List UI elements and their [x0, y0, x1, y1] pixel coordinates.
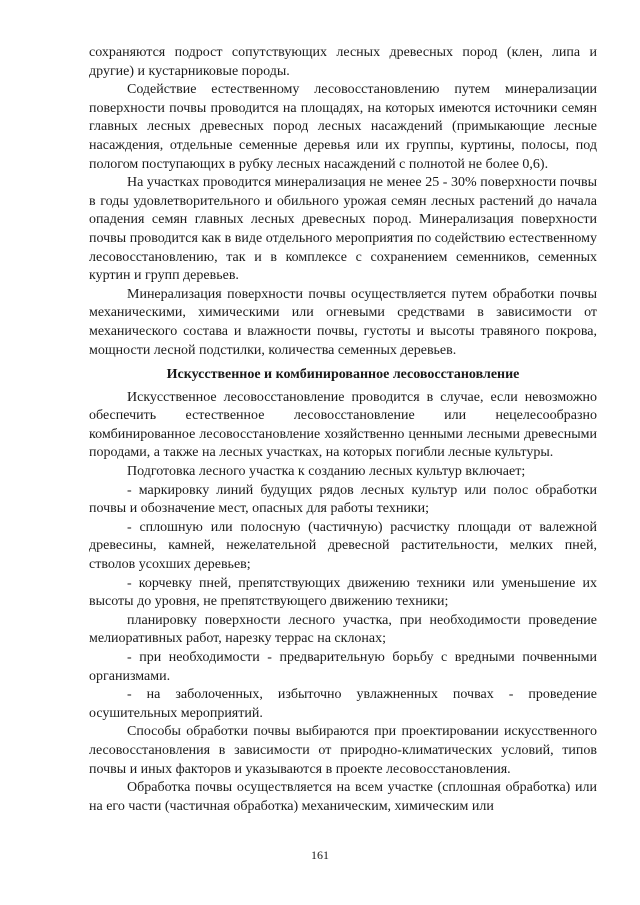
paragraph: сохраняются подрост сопутствующих лесных древесных пород (клен, липа и другие) и кустарниковые породы.: [89, 45, 597, 79]
list-item: - маркировку линий будущих рядов лесных культур или полос обработки почвы и обозначение мест, опасных для работы техники;: [89, 482, 597, 517]
page-number: 161: [311, 848, 329, 862]
paragraph: Искусственное лесовосстановление проводится в случае, если невозможно обеспечить естественное лесовосстановление или нецелесообразно комбинированное лесовосстановление хозяйственно ценными лесными древесными породами, а также на лесных участках, на которых погибли лесные культуры.: [89, 389, 597, 461]
paragraph: На участках проводится минерализация не менее 25 - 30% поверхности почвы в годы удовлетворительного и обильного урожая семян лесных растений до начала опадения семян главных лесных древесных пород. Минерализация поверхности почвы проводится как в виде отдельного мероприятия по содействию естественному лесовосстановлению, так и в комплексе с сохранением семенников, семенных куртин и групп деревьев.: [89, 175, 597, 284]
list-item: планировку поверхности лесного участка, при необходимости проведение мелиоративных работ, нарезку террас на склонах;: [89, 612, 597, 647]
paragraph: Способы обработки почвы выбираются при проектировании искусственного лесовосстановления в зависимости от природно-климатических условий, типов почвы и иных факторов и указываются в проекте лесовосстановления.: [89, 724, 597, 777]
page-body: [89, 44, 597, 816]
paragraph: Обработка почвы осуществляется на всем участке (сплошная обработка) или на его части (частичная обработка) механическим, химическим или: [89, 780, 597, 814]
list-item: - корчевку пней, препятствующих движению техники или уменьшение их высоты до уровня, не препятствующего движению техники;: [89, 575, 597, 610]
section-heading: Искусственное и комбинированное лесовосстановление: [166, 367, 520, 383]
paragraph: Минерализация поверхности почвы осуществляется путем обработки почвы механическими, химическими или огневыми средствами в зависимости от механического состава и влажности почвы, густоты и высоты травяного покрова, мощности лесной подстилки, количества семенных деревьев.: [89, 286, 597, 358]
paragraph: Содействие естественному лесовосстановлению путем минерализации поверхности почвы проводится на площадях, на которых имеются источники семян главных лесных древесных пород лесных насаждений (примыкающие лесные насаждения, отдельные семенные деревья или их группы, куртины, полосы, под пологом поступающих в рубку лесных насаждений с полнотой не более 0,6).: [89, 82, 597, 172]
list-item: - на заболоченных, избыточно увлажненных почвах - проведение осушительных мероприятий.: [89, 687, 597, 721]
paragraph: Подготовка лесного участка к созданию лесных культур включает;: [127, 464, 526, 480]
list-item: - при необходимости - предварительную борьбу с вредными почвенными организмами.: [89, 650, 597, 684]
list-item: - сплошную или полосную (частичную) расчистку площади от валежной древесины, камней, нежелательной древесной растительности, мелких пней, стволов усохших деревьев;: [89, 519, 597, 573]
